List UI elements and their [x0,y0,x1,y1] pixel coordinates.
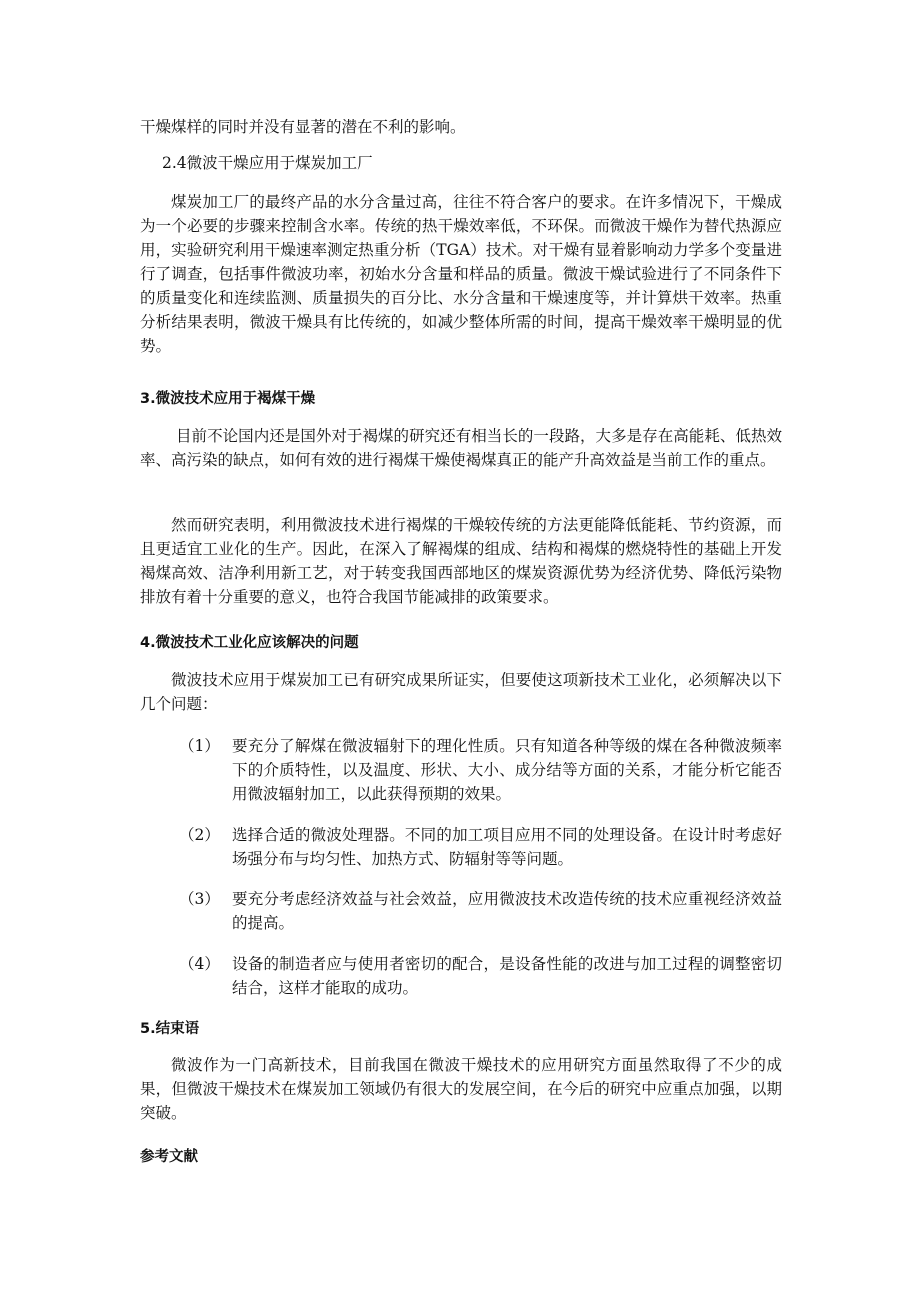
paragraph-continuation: 干燥煤样的同时并没有显著的潜在不利的影响。 [140,118,466,136]
list-item-text: 选择合适的微波处理器。不同的加工项目应用不同的处理设备。在设计时考虑好场强分布与均匀性、加热方式、防辐射等等问题。 [232,826,782,868]
list-item [179,952,782,1000]
section-heading-5: 5.结束语 [140,1021,200,1037]
list-item-number: （2） [179,826,220,844]
section-heading-3: 3.微波技术应用于褐煤干燥 [140,391,316,407]
list-item-number: （3） [179,890,220,908]
list-item-number: （4） [179,955,220,973]
list-item-text: 设备的制造者应与使用者密切的配合，是设备性能的改进与加工过程的调整密切结合，这样才能取的成功。 [232,955,782,997]
list-item [179,734,782,806]
paragraph-3-1: 目前不论国内还是国外对于褐煤的研究还有相当长的一段路，大多是存在高能耗、低热效率、高污染的缺点，如何有效的进行褐煤干燥使褐煤真正的能产升高效益是当前工作的重点。 [140,427,782,469]
paragraph-5: 微波作为一门高新技术，目前我国在微波干燥技术的应用研究方面虽然取得了不少的成果，但微波干燥技术在煤炭加工领域仍有很大的发展空间，在今后的研究中应重点加强，以期突破。 [140,1056,782,1122]
paragraph-2-4: 煤炭加工厂的最终产品的水分含量过高，往往不符合客户的要求。在许多情况下，干燥成为一个必要的步骤来控制含水率。传统的热干燥效率低，不环保。而微波干燥作为替代热源应用，实验研究利用干燥速率测定热重分析（TGA）技术。对干燥有显着影响动力学多个变量进行了调查，包括事件微波功率，初始水分含量和样品的质量。微波干燥试验进行了不同条件下的质量变化和连续监测、质量损失的百分比、水分含量和干燥速度等，并计算烘干效率。热重分析结果表明，微波干燥具有比传统的，如减少整体所需的时间，提高干燥效率干燥明显的优势。 [140,193,782,355]
paragraph-3-2: 然而研究表明，利用微波技术进行褐煤的干燥较传统的方法更能降低能耗、节约资源，而且更适宜工业化的生产。因此，在深入了解褐煤的组成、结构和褐煤的燃烧特性的基础上开发褐煤高效、洁净利用新工艺，对于转变我国西部地区的煤炭资源优势为经济优势、降低污染物排放有着十分重要的意义，也符合我国节能减排的政策要求。 [140,516,782,606]
list-item-text: 要充分了解煤在微波辐射下的理化性质。只有知道各种等级的煤在各种微波频率下的介质特性，以及温度、形状、大小、成分结等方面的关系，才能分析它能否用微波辐射加工，以此获得预期的效果。 [232,737,782,803]
list-item [179,823,782,871]
references-heading: 参考文献 [140,1149,198,1165]
list-item-text: 要充分考虑经济效益与社会效益，应用微波技术改造传统的技术应重视经济效益的提高。 [232,890,782,932]
paragraph-4-intro: 微波技术应用于煤炭加工已有研究成果所证实，但要使这项新技术工业化，必须解决以下几个问题： [140,671,782,713]
section-heading-4: 4.微波技术工业化应该解决的问题 [140,635,359,651]
list-item-number: （1） [179,737,220,755]
list-item [179,887,782,935]
subsection-heading: 2.4微波干燥应用于煤炭加工厂 [162,154,373,172]
